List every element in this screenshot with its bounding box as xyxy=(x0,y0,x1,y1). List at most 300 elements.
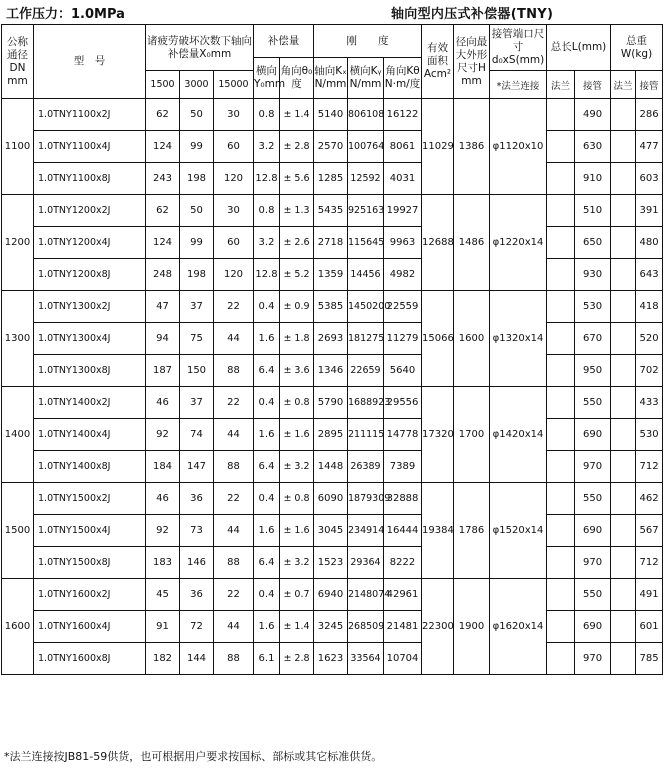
max-dim-cell: 1600 xyxy=(454,291,490,387)
comp-3000-cell: 147 xyxy=(180,451,214,483)
kx-cell: 1359 xyxy=(314,259,348,291)
header-fatigue: 诸疲劳破坏次数下轴向补偿量X₀mm xyxy=(146,25,254,71)
ke-cell: 22559 xyxy=(384,291,422,323)
comp-15000-cell: 44 xyxy=(214,323,254,355)
comp-15000-cell: 60 xyxy=(214,227,254,259)
weight-pipe-cell: 418 xyxy=(636,291,663,323)
weight-flange-cell xyxy=(611,195,636,227)
ke-cell: 32888 xyxy=(384,483,422,515)
length-flange-cell xyxy=(547,163,575,195)
comp-3000-cell: 37 xyxy=(180,387,214,419)
length-pipe-cell: 690 xyxy=(575,515,611,547)
table-row xyxy=(2,227,663,259)
comp-1500-cell: 92 xyxy=(146,419,180,451)
model-cell: 1.0TNY1600x4J xyxy=(34,611,146,643)
length-pipe-cell: 910 xyxy=(575,163,611,195)
lateral-cell: 0.4 xyxy=(254,291,280,323)
length-pipe-cell: 970 xyxy=(575,451,611,483)
comp-1500-cell: 62 xyxy=(146,195,180,227)
comp-3000-cell: 74 xyxy=(180,419,214,451)
angular-cell: ± 1.3 xyxy=(280,195,314,227)
comp-3000-cell: 50 xyxy=(180,195,214,227)
comp-1500-cell: 45 xyxy=(146,579,180,611)
dn-cell: 1500 xyxy=(2,483,34,579)
table-row xyxy=(2,643,663,675)
kx-cell: 1346 xyxy=(314,355,348,387)
table-row xyxy=(2,355,663,387)
lateral-cell: 6.4 xyxy=(254,355,280,387)
angular-cell: ± 5.6 xyxy=(280,163,314,195)
weight-pipe-cell: 702 xyxy=(636,355,663,387)
max-dim-cell: 1486 xyxy=(454,195,490,291)
area-cell: 15066 xyxy=(422,291,454,387)
dn-cell: 1300 xyxy=(2,291,34,387)
length-pipe-cell: 650 xyxy=(575,227,611,259)
weight-pipe-cell: 391 xyxy=(636,195,663,227)
weight-flange-cell xyxy=(611,99,636,131)
comp-1500-cell: 184 xyxy=(146,451,180,483)
length-pipe-cell: 490 xyxy=(575,99,611,131)
weight-flange-cell xyxy=(611,387,636,419)
comp-3000-cell: 37 xyxy=(180,291,214,323)
lateral-cell: 1.6 xyxy=(254,323,280,355)
dn-cell: 1200 xyxy=(2,195,34,291)
table-row xyxy=(2,611,663,643)
ke-cell: 8222 xyxy=(384,547,422,579)
length-pipe-cell: 970 xyxy=(575,547,611,579)
ke-cell: 42961 xyxy=(384,579,422,611)
lateral-cell: 12.8 xyxy=(254,163,280,195)
page-header xyxy=(0,0,665,24)
model-cell: 1.0TNY1300x8J xyxy=(34,355,146,387)
model-cell: 1.0TNY1400x8J xyxy=(34,451,146,483)
model-cell: 1.0TNY1300x2J xyxy=(34,291,146,323)
model-cell: 1.0TNY1100x8J xyxy=(34,163,146,195)
footnote: *法兰连接按JB81-59供货，也可根据用户要求按国标、部标或其它标准供货。 xyxy=(4,750,383,763)
comp-15000-cell: 88 xyxy=(214,643,254,675)
header-model: 型 号 xyxy=(34,25,146,99)
kx-cell: 5385 xyxy=(314,291,348,323)
weight-pipe-cell: 643 xyxy=(636,259,663,291)
model-cell: 1.0TNY1200x8J xyxy=(34,259,146,291)
angular-cell: ± 2.8 xyxy=(280,131,314,163)
header-ke: 角向Kθ N·m/度 xyxy=(384,58,422,99)
area-cell: 22300 xyxy=(422,579,454,675)
length-pipe-cell: 530 xyxy=(575,291,611,323)
angular-cell: ± 1.4 xyxy=(280,611,314,643)
length-flange-cell xyxy=(547,291,575,323)
comp-3000-cell: 150 xyxy=(180,355,214,387)
comp-3000-cell: 144 xyxy=(180,643,214,675)
kx-cell: 1448 xyxy=(314,451,348,483)
kx-cell: 2718 xyxy=(314,227,348,259)
weight-pipe-cell: 785 xyxy=(636,643,663,675)
comp-1500-cell: 183 xyxy=(146,547,180,579)
length-pipe-cell: 670 xyxy=(575,323,611,355)
angular-cell: ± 0.8 xyxy=(280,483,314,515)
ke-cell: 4031 xyxy=(384,163,422,195)
ky-cell: 2148074 xyxy=(348,579,384,611)
ky-cell: 29364 xyxy=(348,547,384,579)
length-flange-cell xyxy=(547,387,575,419)
comp-15000-cell: 88 xyxy=(214,547,254,579)
kx-cell: 2895 xyxy=(314,419,348,451)
lateral-cell: 3.2 xyxy=(254,227,280,259)
ky-cell: 806108 xyxy=(348,99,384,131)
header-cycles-15000: 15000 xyxy=(214,71,254,99)
weight-flange-cell xyxy=(611,451,636,483)
table-row xyxy=(2,323,663,355)
table-row xyxy=(2,99,663,131)
length-flange-cell xyxy=(547,579,575,611)
length-flange-cell xyxy=(547,451,575,483)
model-cell: 1.0TNY1300x4J xyxy=(34,323,146,355)
angular-cell: ± 2.6 xyxy=(280,227,314,259)
lateral-cell: 1.6 xyxy=(254,419,280,451)
model-cell: 1.0TNY1100x2J xyxy=(34,99,146,131)
header-area: 有效面积Acm² xyxy=(422,25,454,99)
length-flange-cell xyxy=(547,547,575,579)
weight-flange-cell xyxy=(611,227,636,259)
comp-3000-cell: 36 xyxy=(180,483,214,515)
comp-15000-cell: 30 xyxy=(214,99,254,131)
model-cell: 1.0TNY1600x2J xyxy=(34,579,146,611)
length-flange-cell xyxy=(547,99,575,131)
model-cell: 1.0TNY1400x4J xyxy=(34,419,146,451)
model-cell: 1.0TNY1500x8J xyxy=(34,547,146,579)
kx-cell: 1285 xyxy=(314,163,348,195)
weight-pipe-cell: 477 xyxy=(636,131,663,163)
angular-cell: ± 0.7 xyxy=(280,579,314,611)
comp-1500-cell: 124 xyxy=(146,131,180,163)
ky-cell: 14456 xyxy=(348,259,384,291)
weight-pipe-cell: 712 xyxy=(636,547,663,579)
comp-15000-cell: 22 xyxy=(214,387,254,419)
comp-1500-cell: 124 xyxy=(146,227,180,259)
model-cell: 1.0TNY1600x8J xyxy=(34,643,146,675)
table-row xyxy=(2,483,663,515)
comp-1500-cell: 91 xyxy=(146,611,180,643)
ky-cell: 26389 xyxy=(348,451,384,483)
area-cell: 11029 xyxy=(422,99,454,195)
length-pipe-cell: 930 xyxy=(575,259,611,291)
length-pipe-cell: 630 xyxy=(575,131,611,163)
dn-cell: 1100 xyxy=(2,99,34,195)
lateral-cell: 0.4 xyxy=(254,387,280,419)
ke-cell: 4982 xyxy=(384,259,422,291)
comp-15000-cell: 44 xyxy=(214,611,254,643)
ky-cell: 100764 xyxy=(348,131,384,163)
header-length-flange: 法兰 xyxy=(547,71,575,99)
ky-cell: 268509 xyxy=(348,611,384,643)
ke-cell: 10704 xyxy=(384,643,422,675)
comp-15000-cell: 22 xyxy=(214,483,254,515)
comp-1500-cell: 46 xyxy=(146,483,180,515)
weight-pipe-cell: 520 xyxy=(636,323,663,355)
weight-pipe-cell: 462 xyxy=(636,483,663,515)
table-row xyxy=(2,259,663,291)
length-pipe-cell: 950 xyxy=(575,355,611,387)
ke-cell: 19927 xyxy=(384,195,422,227)
comp-1500-cell: 47 xyxy=(146,291,180,323)
ky-cell: 1450200 xyxy=(348,291,384,323)
comp-15000-cell: 22 xyxy=(214,291,254,323)
weight-flange-cell xyxy=(611,611,636,643)
comp-3000-cell: 99 xyxy=(180,227,214,259)
weight-flange-cell xyxy=(611,483,636,515)
kx-cell: 5435 xyxy=(314,195,348,227)
table-row xyxy=(2,195,663,227)
header-cycles-3000: 3000 xyxy=(180,71,214,99)
comp-1500-cell: 92 xyxy=(146,515,180,547)
ke-cell: 16122 xyxy=(384,99,422,131)
model-cell: 1.0TNY1500x2J xyxy=(34,483,146,515)
angular-cell: ± 1.4 xyxy=(280,99,314,131)
weight-flange-cell xyxy=(611,259,636,291)
table-row xyxy=(2,451,663,483)
kx-cell: 3045 xyxy=(314,515,348,547)
model-cell: 1.0TNY1500x4J xyxy=(34,515,146,547)
kx-cell: 2570 xyxy=(314,131,348,163)
header-pipe-end: 接管端口尺寸d₀xS(mm) xyxy=(490,25,547,71)
ke-cell: 29556 xyxy=(384,387,422,419)
kx-cell: 5140 xyxy=(314,99,348,131)
ke-cell: 8061 xyxy=(384,131,422,163)
lateral-cell: 1.6 xyxy=(254,515,280,547)
ke-cell: 7389 xyxy=(384,451,422,483)
ke-cell: 21481 xyxy=(384,611,422,643)
lateral-cell: 0.8 xyxy=(254,99,280,131)
comp-3000-cell: 72 xyxy=(180,611,214,643)
weight-pipe-cell: 712 xyxy=(636,451,663,483)
weight-flange-cell xyxy=(611,515,636,547)
length-pipe-cell: 970 xyxy=(575,643,611,675)
angular-cell: ± 2.8 xyxy=(280,643,314,675)
comp-15000-cell: 60 xyxy=(214,131,254,163)
length-pipe-cell: 550 xyxy=(575,483,611,515)
weight-flange-cell xyxy=(611,163,636,195)
lateral-cell: 1.6 xyxy=(254,611,280,643)
model-cell: 1.0TNY1200x4J xyxy=(34,227,146,259)
comp-15000-cell: 44 xyxy=(214,515,254,547)
model-cell: 1.0TNY1100x4J xyxy=(34,131,146,163)
spec-table xyxy=(1,24,663,675)
header-weight: 总重W(kg) xyxy=(611,25,663,71)
comp-3000-cell: 73 xyxy=(180,515,214,547)
weight-pipe-cell: 480 xyxy=(636,227,663,259)
lateral-cell: 3.2 xyxy=(254,131,280,163)
ky-cell: 1688923 xyxy=(348,387,384,419)
header-pipe-note: *法兰连接 xyxy=(490,71,547,99)
length-flange-cell xyxy=(547,227,575,259)
working-pressure: 工作压力：1.0MPa xyxy=(6,7,125,22)
length-pipe-cell: 550 xyxy=(575,387,611,419)
ke-cell: 16444 xyxy=(384,515,422,547)
angular-cell: ± 1.6 xyxy=(280,515,314,547)
lateral-cell: 6.4 xyxy=(254,547,280,579)
lateral-cell: 0.8 xyxy=(254,195,280,227)
lateral-cell: 6.1 xyxy=(254,643,280,675)
comp-3000-cell: 198 xyxy=(180,259,214,291)
length-flange-cell xyxy=(547,259,575,291)
header-stiffness: 刚 度 xyxy=(314,25,422,58)
max-dim-cell: 1386 xyxy=(454,99,490,195)
comp-15000-cell: 22 xyxy=(214,579,254,611)
max-dim-cell: 1700 xyxy=(454,387,490,483)
kx-cell: 2693 xyxy=(314,323,348,355)
ky-cell: 211115 xyxy=(348,419,384,451)
kx-cell: 1523 xyxy=(314,547,348,579)
pipe-end-cell: φ1620x14 xyxy=(490,579,547,675)
lateral-cell: 0.4 xyxy=(254,579,280,611)
kx-cell: 6090 xyxy=(314,483,348,515)
kx-cell: 5790 xyxy=(314,387,348,419)
comp-3000-cell: 75 xyxy=(180,323,214,355)
angular-cell: ± 1.8 xyxy=(280,323,314,355)
length-flange-cell xyxy=(547,515,575,547)
comp-15000-cell: 120 xyxy=(214,163,254,195)
weight-pipe-cell: 433 xyxy=(636,387,663,419)
header-length: 总长L(mm) xyxy=(547,25,611,71)
weight-pipe-cell: 530 xyxy=(636,419,663,451)
comp-15000-cell: 120 xyxy=(214,259,254,291)
weight-pipe-cell: 567 xyxy=(636,515,663,547)
comp-1500-cell: 248 xyxy=(146,259,180,291)
length-pipe-cell: 690 xyxy=(575,419,611,451)
ky-cell: 22659 xyxy=(348,355,384,387)
comp-3000-cell: 36 xyxy=(180,579,214,611)
pipe-end-cell: φ1320x14 xyxy=(490,291,547,387)
comp-1500-cell: 46 xyxy=(146,387,180,419)
comp-3000-cell: 198 xyxy=(180,163,214,195)
comp-15000-cell: 88 xyxy=(214,355,254,387)
table-row xyxy=(2,131,663,163)
weight-pipe-cell: 286 xyxy=(636,99,663,131)
weight-flange-cell xyxy=(611,355,636,387)
weight-flange-cell xyxy=(611,579,636,611)
ke-cell: 5640 xyxy=(384,355,422,387)
model-cell: 1.0TNY1400x2J xyxy=(34,387,146,419)
table-row xyxy=(2,579,663,611)
dn-cell: 1600 xyxy=(2,579,34,675)
weight-flange-cell xyxy=(611,131,636,163)
length-flange-cell xyxy=(547,355,575,387)
weight-flange-cell xyxy=(611,291,636,323)
length-flange-cell xyxy=(547,419,575,451)
lateral-cell: 0.4 xyxy=(254,483,280,515)
model-cell: 1.0TNY1200x2J xyxy=(34,195,146,227)
table-row xyxy=(2,419,663,451)
comp-15000-cell: 30 xyxy=(214,195,254,227)
weight-flange-cell xyxy=(611,547,636,579)
weight-flange-cell xyxy=(611,643,636,675)
header-weight-flange: 法兰 xyxy=(611,71,636,99)
weight-pipe-cell: 603 xyxy=(636,163,663,195)
comp-3000-cell: 50 xyxy=(180,99,214,131)
length-flange-cell xyxy=(547,195,575,227)
ky-cell: 1879309 xyxy=(348,483,384,515)
kx-cell: 1623 xyxy=(314,643,348,675)
weight-pipe-cell: 491 xyxy=(636,579,663,611)
ky-cell: 181275 xyxy=(348,323,384,355)
ky-cell: 234914 xyxy=(348,515,384,547)
comp-1500-cell: 94 xyxy=(146,323,180,355)
angular-cell: ± 3.2 xyxy=(280,547,314,579)
length-pipe-cell: 510 xyxy=(575,195,611,227)
table-row xyxy=(2,547,663,579)
lateral-cell: 6.4 xyxy=(254,451,280,483)
length-flange-cell xyxy=(547,611,575,643)
pipe-end-cell: φ1520x14 xyxy=(490,483,547,579)
weight-flange-cell xyxy=(611,323,636,355)
length-flange-cell xyxy=(547,323,575,355)
header-max-dim: 径向最大外形尺寸H mm xyxy=(454,25,490,99)
length-flange-cell xyxy=(547,131,575,163)
header-ky: 横向Kᵧ N/mm xyxy=(348,58,384,99)
table-row xyxy=(2,291,663,323)
lateral-cell: 12.8 xyxy=(254,259,280,291)
header-weight-pipe: 接管 xyxy=(636,71,663,99)
dn-cell: 1400 xyxy=(2,387,34,483)
header-angular: 角向θ₀度 xyxy=(280,58,314,99)
header-kx: 轴向Kₓ N/mm xyxy=(314,58,348,99)
ke-cell: 11279 xyxy=(384,323,422,355)
ke-cell: 14778 xyxy=(384,419,422,451)
table-row xyxy=(2,515,663,547)
table-row xyxy=(2,163,663,195)
kx-cell: 6940 xyxy=(314,579,348,611)
pipe-end-cell: φ1120x10 xyxy=(490,99,547,195)
header-cycles-1500: 1500 xyxy=(146,71,180,99)
length-flange-cell xyxy=(547,483,575,515)
header-lateral: 横向Y₀mm xyxy=(254,58,280,99)
angular-cell: ± 1.6 xyxy=(280,419,314,451)
ke-cell: 9963 xyxy=(384,227,422,259)
comp-15000-cell: 88 xyxy=(214,451,254,483)
length-pipe-cell: 550 xyxy=(575,579,611,611)
kx-cell: 3245 xyxy=(314,611,348,643)
area-cell: 17320 xyxy=(422,387,454,483)
angular-cell: ± 0.9 xyxy=(280,291,314,323)
header-dn: 公称通径DN mm xyxy=(2,25,34,99)
comp-3000-cell: 146 xyxy=(180,547,214,579)
length-flange-cell xyxy=(547,643,575,675)
pipe-end-cell: φ1420x14 xyxy=(490,387,547,483)
comp-15000-cell: 44 xyxy=(214,419,254,451)
table-row xyxy=(2,387,663,419)
ky-cell: 115645 xyxy=(348,227,384,259)
max-dim-cell: 1900 xyxy=(454,579,490,675)
page-title: 轴向型内压式补偿器(TNY) xyxy=(391,7,554,22)
angular-cell: ± 3.6 xyxy=(280,355,314,387)
max-dim-cell: 1786 xyxy=(454,483,490,579)
comp-1500-cell: 62 xyxy=(146,99,180,131)
comp-1500-cell: 243 xyxy=(146,163,180,195)
ky-cell: 12592 xyxy=(348,163,384,195)
weight-pipe-cell: 601 xyxy=(636,611,663,643)
ky-cell: 925163 xyxy=(348,195,384,227)
angular-cell: ± 3.2 xyxy=(280,451,314,483)
length-pipe-cell: 690 xyxy=(575,611,611,643)
header-length-pipe: 接管 xyxy=(575,71,611,99)
comp-3000-cell: 99 xyxy=(180,131,214,163)
comp-1500-cell: 182 xyxy=(146,643,180,675)
area-cell: 12688 xyxy=(422,195,454,291)
ky-cell: 33564 xyxy=(348,643,384,675)
angular-cell: ± 0.8 xyxy=(280,387,314,419)
weight-flange-cell xyxy=(611,419,636,451)
pipe-end-cell: φ1220x14 xyxy=(490,195,547,291)
